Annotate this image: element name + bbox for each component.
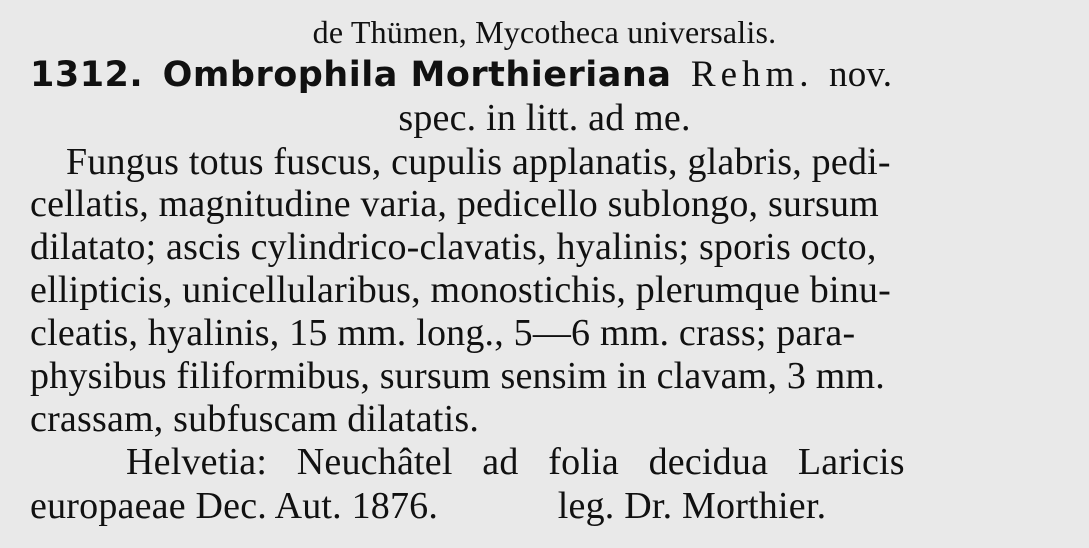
description-line: dilatato; ascis cylindrico-clavatis, hyalinis; sporis octo, xyxy=(30,226,877,268)
species-title xyxy=(30,52,892,98)
description-line: Fungus totus fuscus, cupulis applanatis, glabris, pedi- xyxy=(66,141,891,183)
species-number: 1312. xyxy=(30,55,144,95)
description-line: crassam, subfuscam dilatatis. xyxy=(30,398,480,440)
locality-date-line xyxy=(30,484,826,528)
description-line: ellipticis, unicellularibus, monostichis, plerumque binu- xyxy=(30,269,891,311)
description-line: physibus filiformibus, sursum sensim in clavam, 3 mm. xyxy=(30,355,886,397)
species-status: nov. xyxy=(829,54,893,95)
species-subtitle: spec. in litt. ad me. xyxy=(398,97,691,139)
locality-date: europaeae Dec. Aut. 1876. xyxy=(30,485,439,527)
species-name: Ombrophila Morthieriana xyxy=(162,55,672,95)
species-author: Rehm. xyxy=(690,54,814,95)
description-line: cellatis, magnitudine varia, pedicello sublongo, sursum xyxy=(30,183,879,225)
page-header: de Thümen, Mycotheca universalis. xyxy=(312,14,777,50)
description-line: cleatis, hyalinis, 15 mm. long., 5—6 mm. crass; para- xyxy=(30,312,856,354)
locality-line: Helvetia: Neuchâtel ad folia decidua Laricis xyxy=(126,441,905,483)
collector: leg. Dr. Morthier. xyxy=(557,485,827,527)
